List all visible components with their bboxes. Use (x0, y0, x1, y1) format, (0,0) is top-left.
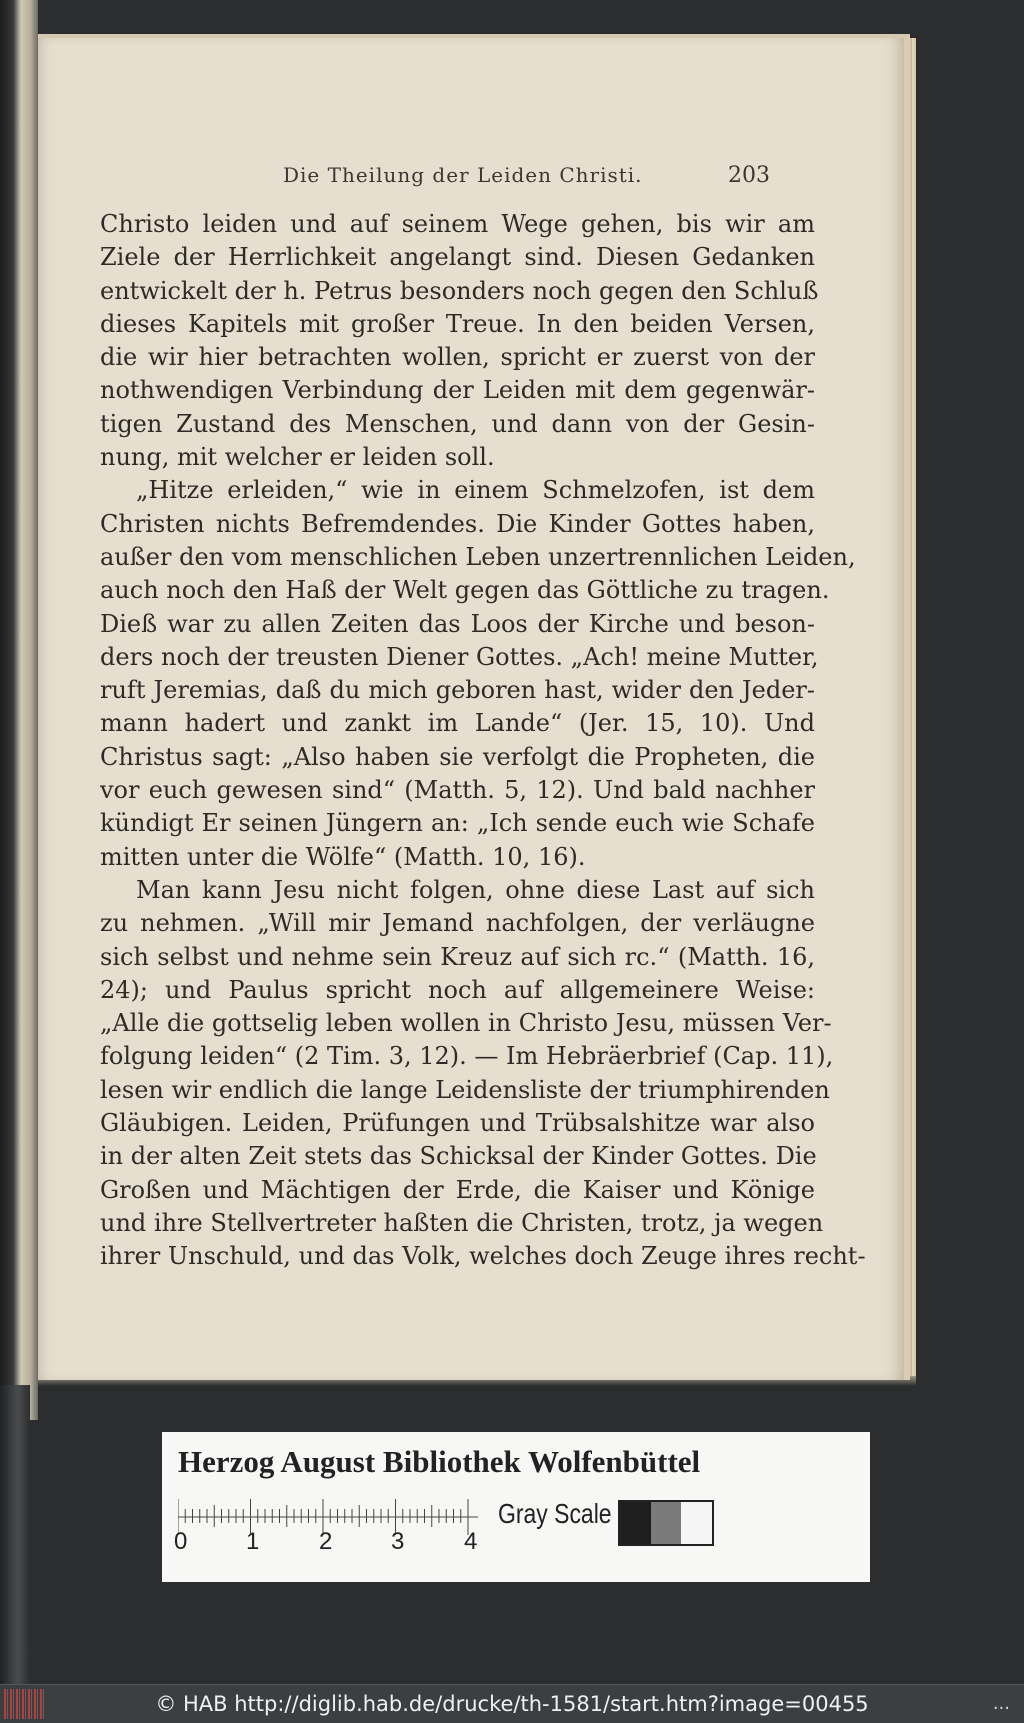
text-line: tigen Zustand des Menschen, und dann von der Gesin- (100, 409, 815, 438)
text-line: kündigt Er seinen Jüngern an: „Ich sende euch wie Schafe (100, 809, 815, 838)
text-line: Dieß war zu allen Zeiten das Loos der Kirche und beson- (100, 609, 815, 638)
grayscale-swatches (618, 1500, 714, 1546)
scanner-background (0, 1385, 30, 1685)
text-line: Ziele der Herrlichkeit angelangt sind. Diesen Gedanken (100, 243, 815, 272)
text-line: sich selbst und nehme sein Kreuz auf sich rc.“ (Matth. 16, (100, 942, 815, 971)
grayscale-label: Gray Scale (498, 1498, 612, 1529)
text-line: ders noch der treusten Diener Gottes. „Ach! meine Mutter, (100, 642, 819, 671)
library-name: Herzog August Bibliothek Wolfenbüttel (178, 1444, 701, 1479)
text-line: Christen nichts Befremdendes. Die Kinder Gottes haben, (100, 509, 815, 538)
text-line: zu nehmen. „Will mir Jemand nachfolgen, der verläugne (100, 909, 815, 938)
text-line: Christo leiden und auf seinem Wege gehen, bis wir am (100, 210, 815, 238)
text-line: nung, mit welcher er leiden soll. (100, 443, 495, 472)
text-line: nothwendigen Verbindung der Leiden mit dem gegenwär- (100, 376, 815, 405)
grayscale-swatch-dark (620, 1502, 651, 1544)
grayscale-swatch-mid (651, 1502, 682, 1544)
status-bar (0, 1684, 1024, 1723)
ruler-label: 4 (464, 1528, 478, 1555)
text-line: ihrer Unschuld, und das Volk, welches doch Zeuge ihres recht- (100, 1242, 866, 1271)
book-page (38, 34, 910, 1380)
text-line: Großen und Mächtigen der Erde, die Kaiser und Könige (100, 1175, 815, 1204)
text-line: außer den vom menschlichen Leben unzertrennlichen Leiden, (100, 542, 856, 571)
grayscale-swatch-light (681, 1502, 712, 1544)
status-url[interactable]: © HAB http://diglib.hab.de/drucke/th-1581/start.htm?image=00455 (155, 1692, 869, 1716)
text-line: entwickelt der h. Petrus besonders noch gegen den Schluß (100, 276, 819, 305)
text-line: die wir hier betrachten wollen, spricht er zuerst von der (100, 343, 815, 372)
page-number: 203 (728, 163, 770, 188)
library-scale-strip (162, 1432, 870, 1582)
text-line: Gläubigen. Leiden, Prüfungen und Trübsalshitze war also (100, 1109, 815, 1138)
text-line: mann hadert und zankt im Lande“ (Jer. 15, 10). Und (100, 709, 815, 738)
text-line: dieses Kapitels mit großer Treue. In den beiden Versen, (100, 309, 815, 338)
text-line: „Hitze erleiden,“ wie in einem Schmelzofen, ist dem (136, 476, 815, 505)
ruler-label: 0 (174, 1528, 188, 1555)
ruler-label: 2 (319, 1528, 333, 1555)
text-line: Man kann Jesu nicht folgen, ohne diese Last auf sich (136, 875, 815, 904)
running-title: Die Theilung der Leiden Christi. (283, 163, 643, 187)
text-line: Christus sagt: „Also haben sie verfolgt die Propheten, die (100, 742, 815, 771)
text-line: „Alle die gottselig leben wollen in Christo Jesu, müssen Ver- (100, 1009, 832, 1038)
text-line: vor euch gewesen sind“ (Matth. 5, 12). Und bald nachher (100, 776, 815, 805)
text-line: und ihre Stellvertreter haßten die Christen, trotz, ja wegen (100, 1208, 824, 1237)
body-text (100, 208, 866, 1274)
ruler-label: 3 (391, 1528, 405, 1555)
text-line: mitten unter die Wölfe“ (Matth. 10, 16). (100, 842, 586, 871)
text-line: auch noch den Haß der Welt gegen das Göttliche zu tragen. (100, 576, 830, 605)
adjacent-book-edge (0, 0, 38, 1420)
text-line: 24); und Paulus spricht noch auf allgemeinere Weise: (100, 975, 815, 1004)
running-head (38, 163, 904, 193)
text-line: ruft Jeremias, daß du mich geboren hast, wider den Jeder- (100, 676, 815, 705)
text-line: lesen wir endlich die lange Leidensliste der triumphirenden (100, 1075, 830, 1104)
text-line: in der alten Zeit stets das Schicksal der Kinder Gottes. Die (100, 1142, 817, 1171)
ruler-label: 1 (246, 1528, 260, 1555)
text-line: folgung leiden“ (2 Tim. 3, 12). — Im Hebräerbrief (Cap. 11), (100, 1042, 834, 1071)
more-icon[interactable]: ... (992, 1693, 1010, 1714)
